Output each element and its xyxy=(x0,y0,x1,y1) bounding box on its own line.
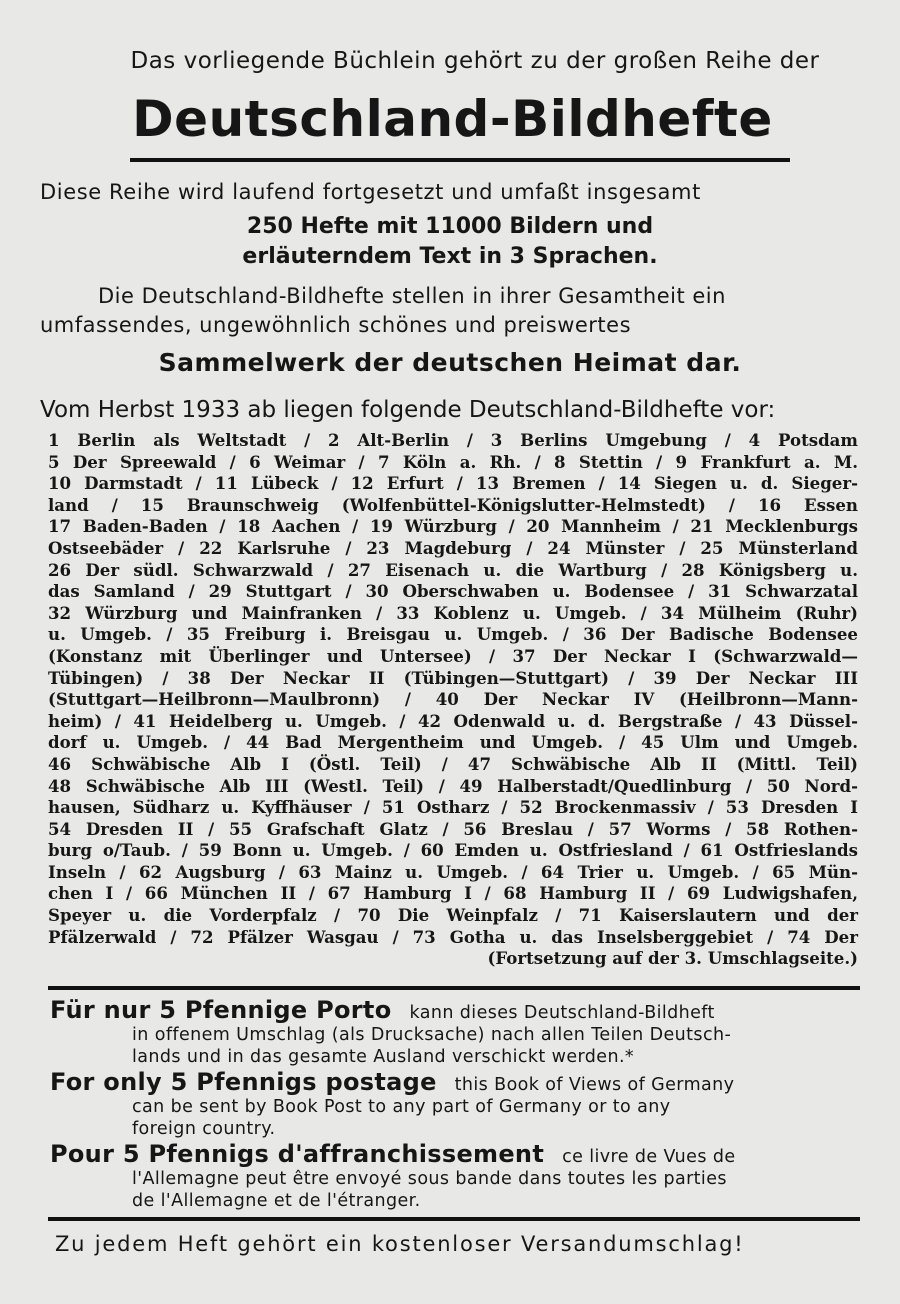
list-line: 1 Berlin als Weltstadt / 2 Alt-Berlin / 3 Berlins Umgebung / 4 Potsdam xyxy=(48,430,858,450)
list-line: 10 Darmstadt / 11 Lübeck / 12 Erfurt / 13 Bremen / 14 Siegen u. d. Sieger- xyxy=(48,473,858,494)
postage-english-heading: For only 5 Pfennigs postage xyxy=(50,1068,437,1096)
postage-english-line-3: foreign country. xyxy=(132,1119,276,1139)
postage-english xyxy=(50,1068,865,1140)
section-divider xyxy=(48,986,860,990)
postage-french-line-3: de l'Allemagne et de l'étranger. xyxy=(132,1191,421,1211)
description-bold-3: Sammelwerk der deutschen Heimat dar. xyxy=(158,348,742,377)
list-line: Ostseebäder / 22 Karlsruhe / 23 Magdeburg / 24 Münster / 25 Münsterland xyxy=(48,537,858,558)
list-line: Inseln / 62 Augsburg / 63 Mainz u. Umgeb. / 64 Trier u. Umgeb. / 65 Mün- xyxy=(48,861,858,882)
list-line: burg o/Taub. / 59 Bonn u. Umgeb. / 60 Emden u. Ostfriesland / 61 Ostfrieslands xyxy=(48,840,858,861)
postage-french-line-2: l'Allemagne peut être envoyé sous bande dans toutes les parties xyxy=(132,1169,727,1189)
list-line: hausen, Südharz u. Kyffhäuser / 51 Ostharz / 52 Brockenmassiv / 53 Dresden I xyxy=(48,797,858,818)
booklet-list xyxy=(48,430,858,970)
list-line: u. Umgeb. / 35 Freiburg i. Breisgau u. Umgeb. / 36 Der Badische Bodensee xyxy=(48,624,858,645)
continuation-note: (Fortsetzung auf der 3. Umschlagseite.) xyxy=(487,948,858,969)
intro-line: Das vorliegende Büchlein gehört zu der großen Reihe der xyxy=(130,48,820,74)
postage-french xyxy=(50,1140,865,1212)
postage-german-text: kann dieses Deutschland-Bildheft xyxy=(409,1003,715,1023)
list-line: (Konstanz mit Überlinger und Untersee) / 37 Der Neckar I (Schwarzwald— xyxy=(48,645,858,666)
list-line: Tübingen) / 38 Der Neckar II (Tübingen—Stuttgart) / 39 Der Neckar III xyxy=(48,667,858,688)
title-underline xyxy=(130,158,790,162)
footer-note: Zu jedem Heft gehört ein kostenloser Versandumschlag! xyxy=(55,1232,745,1256)
list-heading: Vom Herbst 1933 ab liegen folgende Deutschland-Bildhefte vor: xyxy=(40,397,776,423)
list-line: Pfälzerwald / 72 Pfälzer Wasgau / 73 Gotha u. das Inselsberggebiet / 74 Der xyxy=(48,926,858,947)
postage-english-text: this Book of Views of Germany xyxy=(454,1075,735,1095)
list-line: chen I / 66 München II / 67 Hamburg I / 68 Hamburg II / 69 Ludwigshafen, xyxy=(48,883,858,904)
list-line: 26 Der südl. Schwarzwald / 27 Eisenach u. die Wartburg / 28 Königsberg u. xyxy=(48,559,858,580)
list-line: das Samland / 29 Stuttgart / 30 Oberschwaben u. Bodensee / 31 Schwarzatal xyxy=(48,581,858,602)
description-line-1: Diese Reihe wird laufend fortgesetzt und umfaßt insgesamt xyxy=(40,180,701,204)
postage-french-heading: Pour 5 Pfennigs d'affranchissement xyxy=(50,1140,545,1168)
postage-german-heading: Für nur 5 Pfennige Porto xyxy=(50,996,392,1024)
list-line: 54 Dresden II / 55 Grafschaft Glatz / 56 Breslau / 57 Worms / 58 Rothen- xyxy=(48,818,858,839)
postage-german xyxy=(50,996,865,1068)
list-line: (Stuttgart—Heilbronn—Maulbronn) / 40 Der Neckar IV (Heilbronn—Mann- xyxy=(48,689,858,710)
postage-english-line-2: can be sent by Book Post to any part of Germany or to any xyxy=(132,1097,671,1117)
list-line: 32 Würzburg und Mainfranken / 33 Koblenz u. Umgeb. / 34 Mülheim (Ruhr) xyxy=(48,602,858,623)
series-title: Deutschland-Bildhefte xyxy=(132,90,773,148)
list-line: 17 Baden-Baden / 18 Aachen / 19 Würzburg / 20 Mannheim / 21 Mecklenburgs xyxy=(48,516,858,537)
list-line: land / 15 Braunschweig (Wolfenbüttel-Königslutter-Helmstedt) / 16 Essen xyxy=(48,494,858,515)
list-line: 46 Schwäbische Alb I (Östl. Teil) / 47 Schwäbische Alb II (Mittl. Teil) xyxy=(48,753,858,774)
postage-german-line-2: in offenem Umschlag (als Drucksache) nach allen Teilen Deutsch- xyxy=(132,1025,732,1045)
list-line: dorf u. Umgeb. / 44 Bad Mergentheim und Umgeb. / 45 Ulm und Umgeb. xyxy=(48,732,858,753)
list-line: 48 Schwäbische Alb III (Westl. Teil) / 49 Halberstadt/Quedlinburg / 50 Nord- xyxy=(48,775,858,796)
description-line-3: umfassendes, ungewöhnlich schönes und preiswertes xyxy=(40,313,632,337)
postage-french-text: ce livre de Vues de xyxy=(562,1147,736,1167)
list-line: 5 Der Spreewald / 6 Weimar / 7 Köln a. Rh. / 8 Stettin / 9 Frankfurt a. M. xyxy=(48,451,858,472)
list-line: heim) / 41 Heidelberg u. Umgeb. / 42 Odenwald u. d. Bergstraße / 43 Düssel- xyxy=(48,710,858,731)
description-bold-1: 250 Hefte mit 11000 Bildern und xyxy=(246,214,654,239)
list-line: Speyer u. die Vorderpfalz / 70 Die Weinpfalz / 71 Kaiserslautern und der xyxy=(48,905,858,926)
description-bold-2: erläuterndem Text in 3 Sprachen. xyxy=(242,244,658,269)
postage-german-line-3: lands und in das gesamte Ausland verschickt werden.* xyxy=(132,1047,635,1067)
footer-divider xyxy=(48,1217,860,1221)
description-line-2: Die Deutschland-Bildhefte stellen in ihrer Gesamtheit ein xyxy=(98,284,726,308)
